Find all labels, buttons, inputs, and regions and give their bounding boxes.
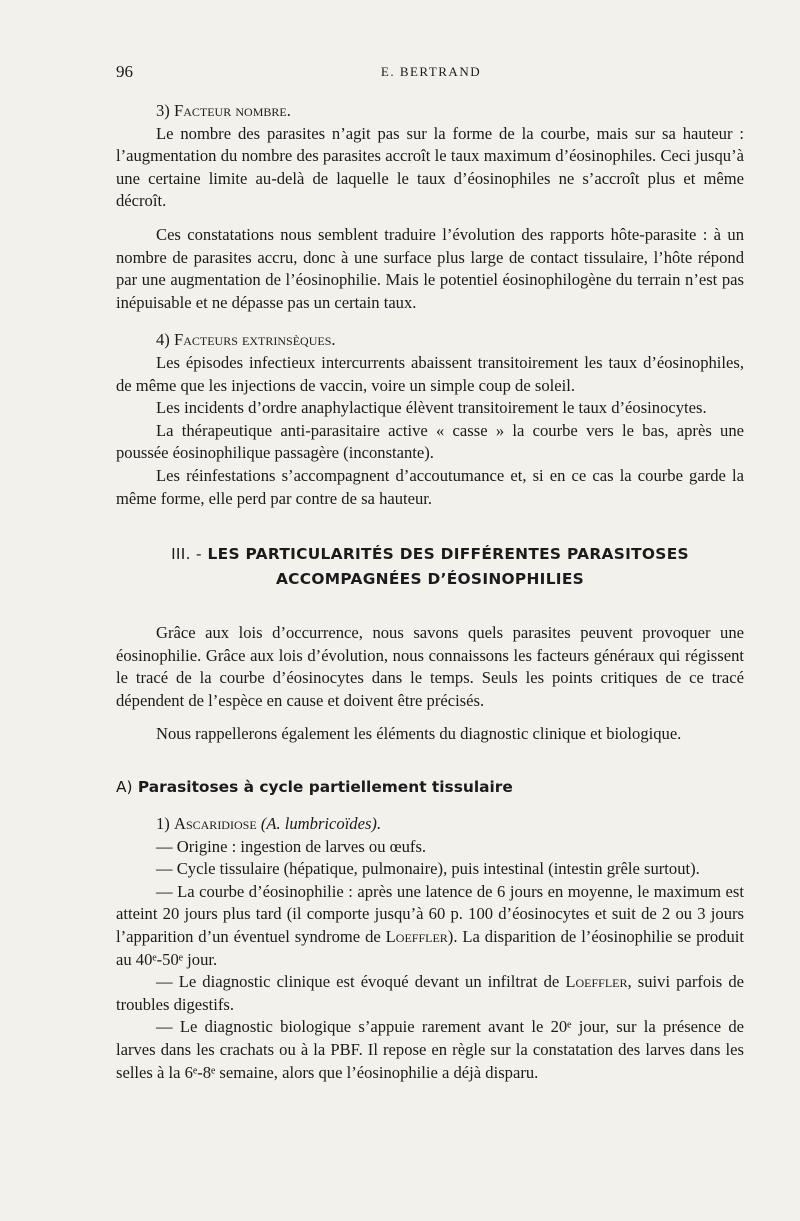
- subsection-heading-ascaridiose: [116, 813, 744, 836]
- running-head: E. BERTRAND: [380, 64, 482, 79]
- part-heading: [116, 542, 744, 592]
- page-body: [116, 100, 744, 1084]
- text-run: , suivi parfois de troubles digestifs.: [116, 972, 744, 1014]
- subsection-latin-name: (A. lumbricoïdes).: [260, 814, 382, 834]
- text-run: — Le diagnostic clinique est évoqué devant un infiltrat de: [156, 972, 560, 992]
- text-run: ). La disparition de l’éosinophilie se produit au 40ᵉ-50ᵉ jour.: [116, 927, 744, 969]
- paragraph: [116, 971, 744, 1016]
- paragraph: Les incidents d’ordre anaphylactique élèvent transitoirement le taux d’éosinocytes.: [156, 398, 707, 418]
- paragraph: La thérapeutique anti-parasitaire active « casse » la courbe vers le bas, après une poussée éosinophilique passagère (inconstante).: [116, 420, 744, 463]
- paragraph: [116, 881, 744, 971]
- paragraph: Les épisodes infectieux intercurrents abaissent transitoirement les taux d’éosinophiles, de même que les injections de vaccin, voire un simple coup de soleil.: [116, 352, 744, 395]
- page-number: 96: [116, 62, 133, 81]
- page-header: [116, 62, 746, 84]
- subsection-number: 3): [156, 101, 170, 120]
- subsection-title: Ascaridiose: [173, 814, 257, 834]
- subsection-heading-facteur-nombre: [116, 100, 744, 123]
- paragraph: Grâce aux lois d’occurrence, nous savons quels parasites peuvent provoquer une éosinophilie. Grâce aux lois d’évolution, nous connaissons les facteurs généraux qui régissent le tracé de la courbe d’éosinocytes dans le temps. Seuls les points critiques de ce tracé dépendent de l’espèce en cause et doivent être précisés.: [116, 623, 744, 710]
- paragraph: Ces constatations nous semblent traduire l’évolution des rapports hôte-parasite : à un nombre de parasites accru, donc à une surface plus large de contact tissulaire, l’hôte répond par une augmentation de l’éosinophilie. Mais le potentiel éosinophilogène du terrain n’est pas inépuisable et ne dépasse pas un certain taux.: [116, 224, 744, 312]
- subsection-title: Facteurs extrinsèques.: [173, 330, 336, 350]
- subsection-heading-facteurs-extrinseques: [116, 329, 744, 352]
- paragraph: — Cycle tissulaire (hépatique, pulmonaire), puis intestinal (intestin grêle surtout).: [156, 859, 700, 879]
- subsection-title: Facteur nombre.: [173, 101, 291, 120]
- subsection-number: 4): [156, 330, 170, 350]
- part-heading-line-1: [116, 542, 744, 567]
- text-run: — La courbe d’éosinophilie : après une latence de 6 jours en moyenne, le maximum est atteint 20 jours plus tard (il comporte jusqu’à 60 p. 100 d’éosinocytes et suit de 2 ou 3 jours l’apparition d’un éventuel syndrome de: [116, 881, 744, 947]
- section-title: Parasitoses à cycle partiellement tissulaire: [137, 778, 513, 797]
- paragraph: — Le diagnostic biologique s’appuie rarement avant le 20ᵉ jour, sur la présence de larves dans les crachats ou à la PBF. Il repose en règle sur la constatation des larves dans les selles à la 6ᵉ-8ᵉ semaine, alors que l’éosinophilie a déjà disparu.: [116, 1017, 744, 1082]
- author-name: Loeffler: [565, 972, 628, 992]
- author-name: Loeffler: [385, 927, 448, 947]
- paragraph: Nous rappellerons également les éléments du diagnostic clinique et biologique.: [156, 724, 682, 744]
- section-heading: [116, 776, 744, 798]
- part-roman-numeral: III. -: [171, 545, 202, 564]
- part-title-line-2: ACCOMPAGNÉES D’ÉOSINOPHILIES: [275, 570, 585, 589]
- paragraph: Les réinfestations s’accompagnent d’accoutumance et, si en ce cas la courbe garde la même forme, elle perd par contre de sa hauteur.: [116, 465, 744, 508]
- subsection-number: 1): [156, 814, 170, 834]
- part-title-line-1: LES PARTICULARITÉS DES DIFFÉRENTES PARASITOSES: [207, 545, 689, 564]
- paragraph: — Origine : ingestion de larves ou œufs.: [156, 836, 427, 856]
- paragraph: Le nombre des parasites n’agit pas sur la forme de la courbe, mais sur sa hauteur : l’augmentation du nombre des parasites accroît le taux maximum d’éosinophiles. Ceci jusqu’à une certaine limite au-delà de laquelle le taux d’éosinophiles ne s’accroît plus et même décroît.: [116, 123, 744, 211]
- section-letter: A): [116, 778, 133, 797]
